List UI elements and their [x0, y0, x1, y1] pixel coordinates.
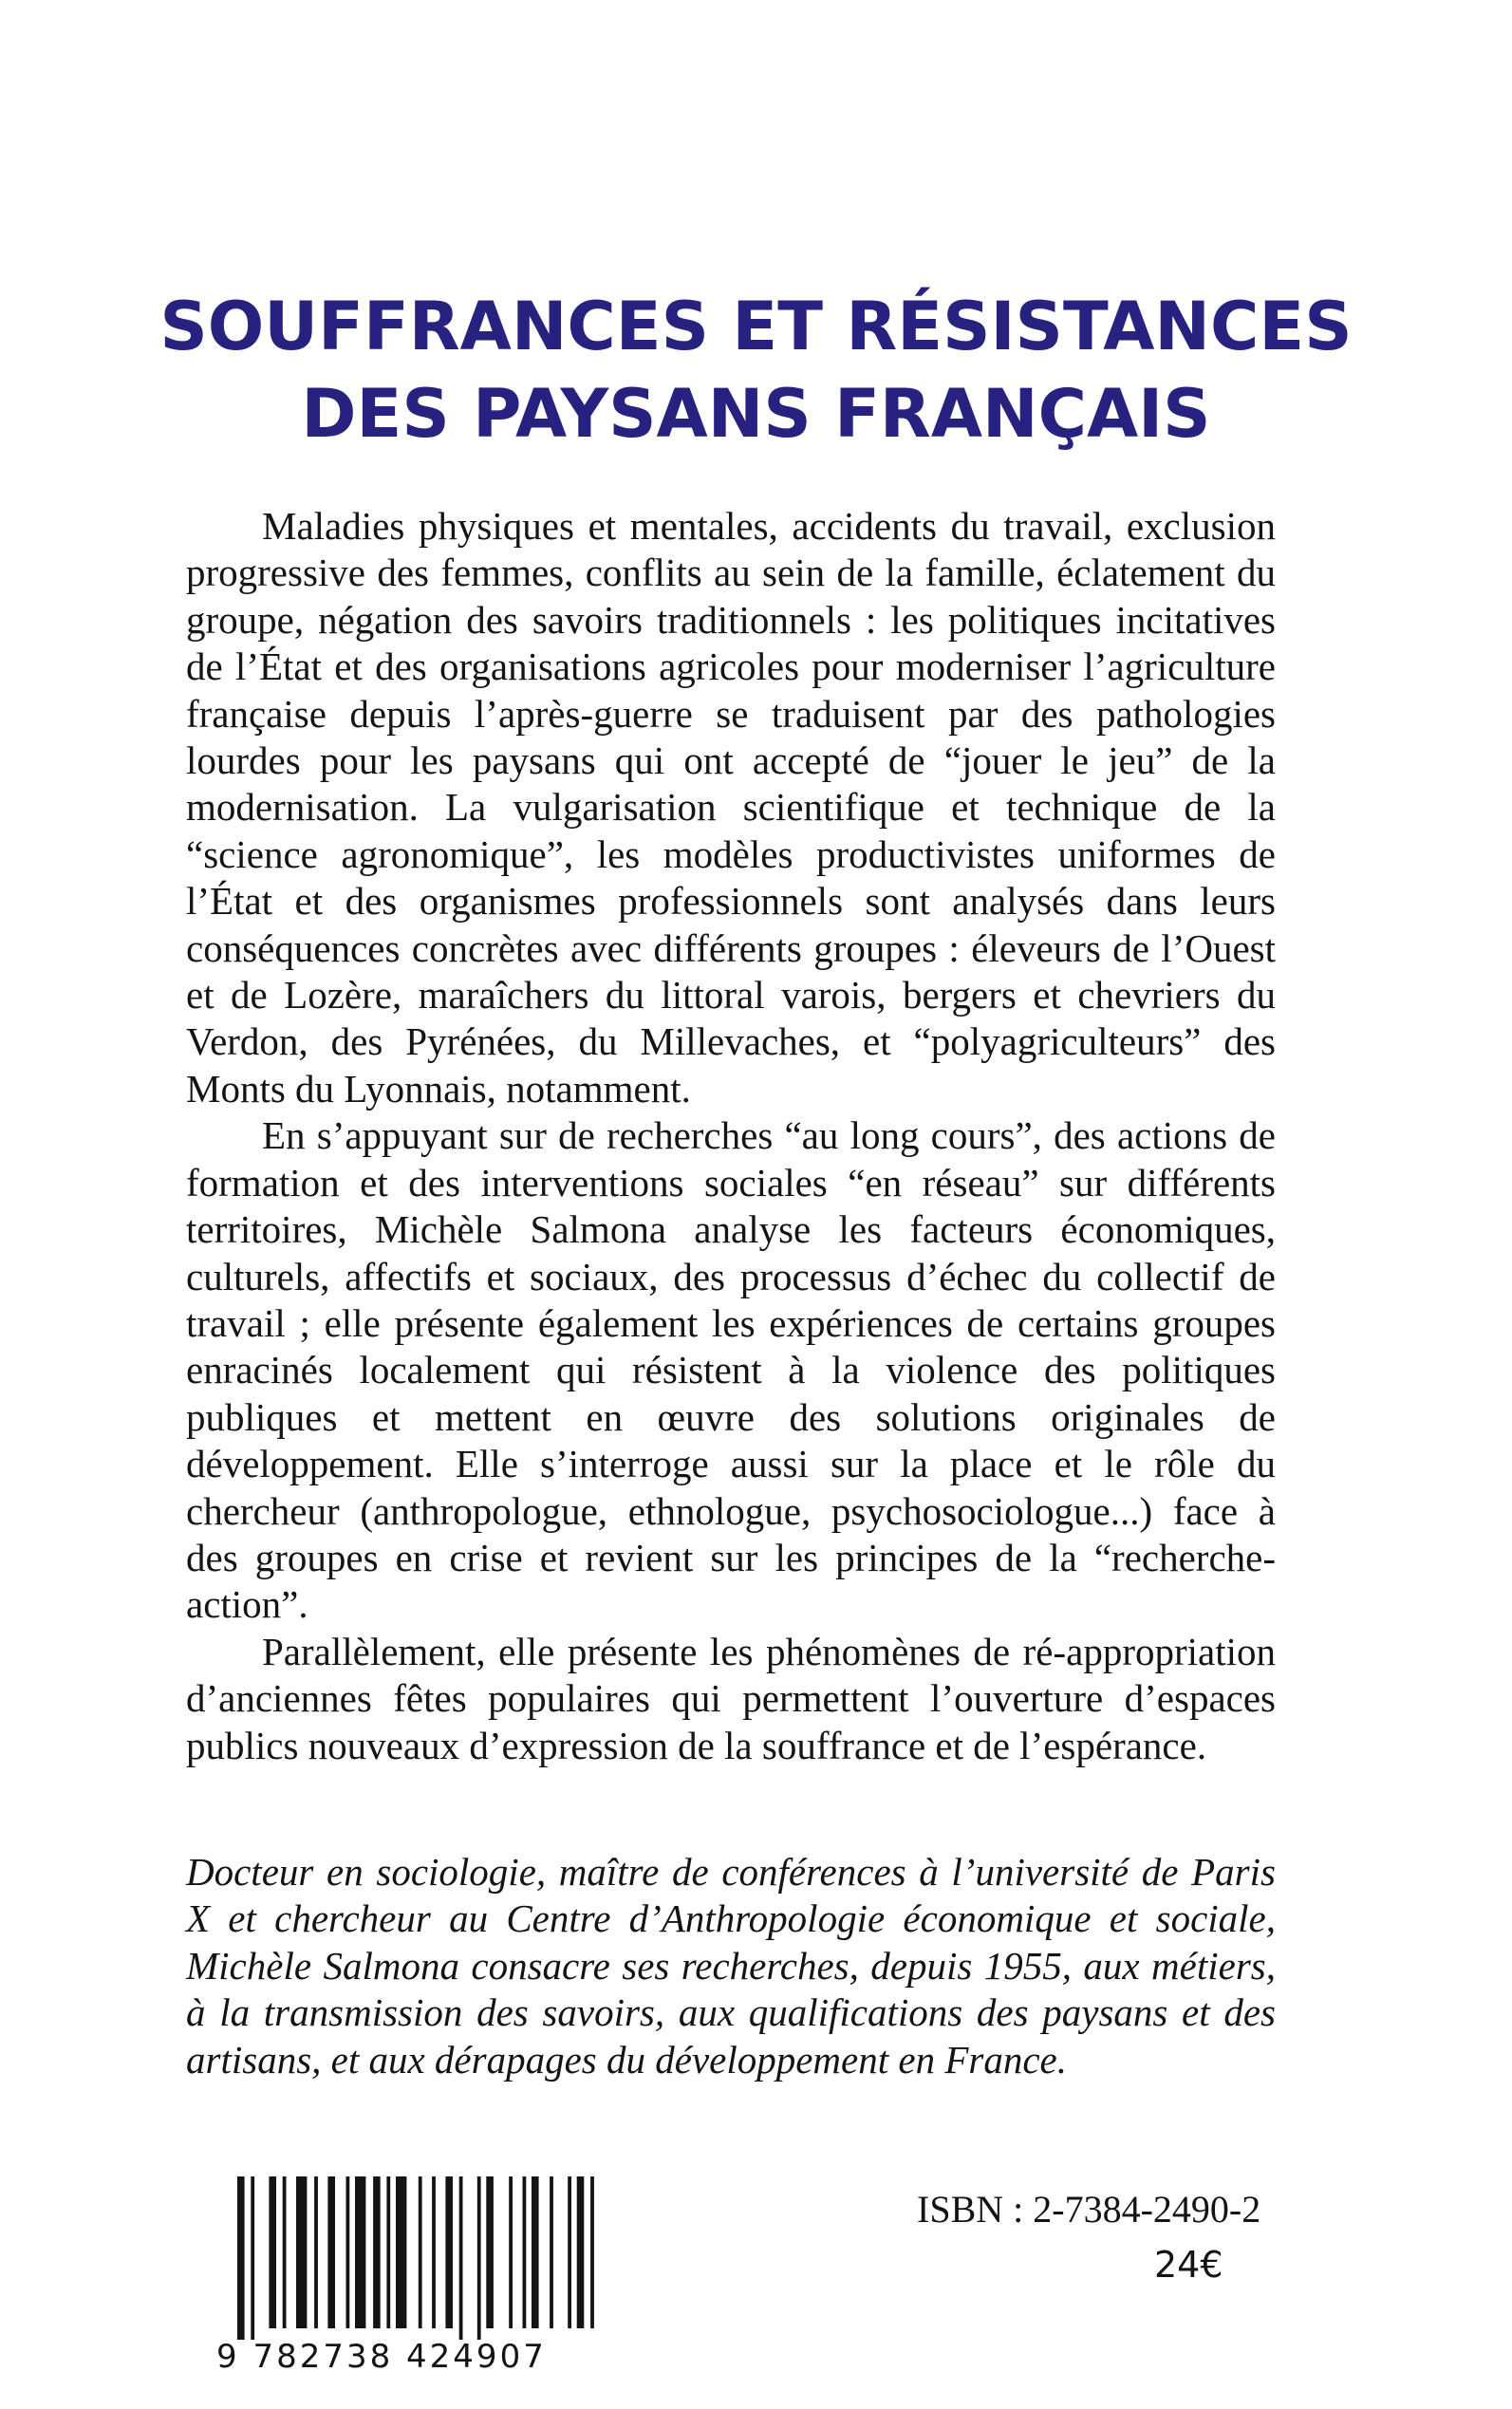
barcode-bar	[509, 2176, 513, 2328]
barcode-bar	[269, 2176, 276, 2328]
book-title-line-2: DES PAYSANS FRANÇAIS	[301, 375, 1211, 453]
barcode-bar	[523, 2176, 527, 2328]
book-title-line-1: SOUFFRANCES ET RÉSISTANCES	[159, 288, 1353, 365]
barcode-bar	[568, 2176, 571, 2328]
barcode-bar	[590, 2176, 594, 2328]
barcode-bars	[216, 2176, 596, 2340]
barcode-bar	[432, 2176, 436, 2328]
barcode-bar	[327, 2176, 335, 2328]
price: 24€	[1154, 2244, 1223, 2286]
barcode-bar	[346, 2176, 350, 2328]
barcode-bar	[237, 2176, 245, 2340]
isbn: ISBN : 2-7384-2490-2	[917, 2188, 1261, 2231]
barcode-bar	[486, 2176, 494, 2328]
barcode-digits: 9 782738 424907	[216, 2338, 547, 2376]
barcode-bar	[314, 2176, 318, 2328]
barcode-bar	[251, 2176, 254, 2340]
barcode-bar	[355, 2176, 365, 2328]
barcode-bar	[419, 2176, 422, 2328]
blurb-paragraph-2: En s’appuyant sur de recherches “au long cours”, des actions de formation et des interventions sociales “en réseau” sur différents territoires, Michèle Salmona analyse les facteurs économiques, culturels, affectifs et sociaux, des processus d’échec du collectif de travail ; elle présente également les expériences de certains groupes enracinés localement qui résistent à la violence des politiques publiques et mettent en œuvre des solutions originales de développement. Elle s’interroge aussi sur la place et le rôle du chercheur (anthropologue, ethnologue, psychosociologue...) face à des groupes en crise et revient sur les principes de la “recherche-action”.	[186, 1113, 1276, 1627]
barcode-bar	[477, 2176, 481, 2340]
barcode-bar	[445, 2176, 453, 2328]
book-title	[0, 283, 1512, 458]
barcode-bar	[373, 2176, 381, 2328]
barcode-bar	[577, 2176, 585, 2328]
blurb-paragraph-3: Parallèlement, elle présente les phénomènes de ré-appropriation d’anciennes fêtes populaires qui permettent l’ouverture d’espaces publics nouveaux d’expression de la souffrance et de l’espérance.	[186, 1629, 1276, 1767]
blurb	[186, 503, 1276, 1769]
barcode-bar	[459, 2176, 463, 2340]
blurb-paragraph-1: Maladies physiques et mentales, accidents du travail, exclusion progressive des femmes, conflits au sein de la famille, éclatement du groupe, négation des savoirs traditionnels : les politiques incitatives de l’État et des organisations agricoles pour moderniser l’agriculture française depuis l’après-guerre se traduisent par des pathologies lourdes pour les paysans qui ont accepté de “jouer le jeu” de la modernisation. La vulgarisation scientifique et technique de la “science agronomique”, les modèles productivistes uniformes de l’État et des organismes professionnels sont analysés dans leurs conséquences concrètes avec différents groupes : éleveurs de l’Ouest et de Lozère, maraîchers du littoral varois, bergers et chevriers du Verdon, des Pyrénées, du Millevaches, et “polyagriculteurs” des Monts du Lyonnais, notamment.	[186, 504, 1276, 1111]
author-bio: Docteur en sociologie, maître de conférences à l’université de Paris X et chercheur au Centre d’Anthropologie économique et sociale, Michèle Salmona consacre ses recherches, depuis 1955, aux métiers, à la transmission des savoirs, aux qualifications des paysans et des artisans, et aux dérapages du développement en France.	[186, 1850, 1276, 2082]
barcode	[216, 2176, 596, 2376]
barcode-bar	[283, 2176, 287, 2328]
barcode-bar	[386, 2176, 390, 2328]
barcode-bar	[532, 2176, 539, 2328]
barcode-bar	[296, 2176, 307, 2328]
barcode-bar	[396, 2176, 406, 2328]
barcode-bar	[550, 2176, 553, 2328]
